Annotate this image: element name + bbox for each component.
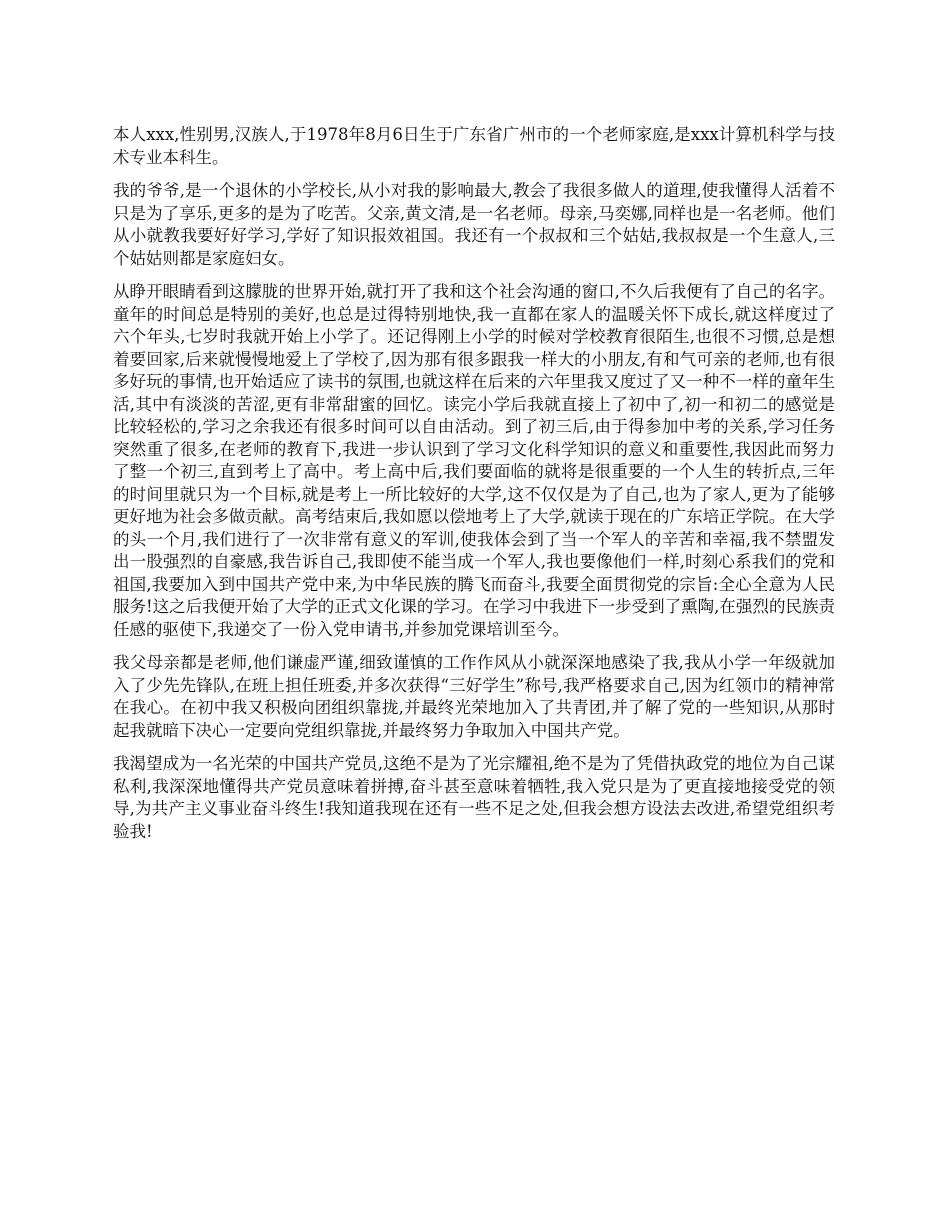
paragraph-growth-experience: 从睁开眼睛看到这朦胧的世界开始,就打开了我和这个社会沟通的窗口,不久后我便有了自己的名字。童年的时间总是特别的美好,也总是过得特别地快,我一直都在家人的温暖关怀下成长,就这样度过了六个年头,七岁时我就开始上小学了。还记得刚上小学的时候对学校教育很陌生,也很不习惯,总是想着要回家,后来就慢慢地爱上了学校了,因为那有很多跟我一样大的小朋友,有和气可亲的老师,也有很多好玩的事情,也开始适应了读书的氛围,也就这样在后来的六年里我又度过了又一种不一样的童年生活,其中有淡淡的苦涩,更有非常甜蜜的回忆。读完小学后我就直接上了初中了,初一和初二的感觉是比较轻松的,学习之余我还有很多时间可以自由活动。到了初三后,由于得参加中考的关系,学习任务突然重了很多,在老师的教育下,我进一步认识到了学习文化科学知识的意义和重要性,我因此而努力了整一个初三,直到考上了高中。考上高中后,我们要面临的就将是很重要的一个人生的转折点,三年的时间里就只为一个目标,就是考上一所比较好的大学,这不仅仅是为了自己,也为了家人,更为了能够更好地为社会多做贡献。高考结束后,我如愿以偿地考上了大学,就读于现在的广东培正学院。在大学的头一个月,我们进行了一次非常有意义的军训,使我体会到了当一个军人的辛苦和幸福,我不禁盟发出一股强烈的自豪感,我告诉自己,我即使不能当成一个军人,我也要像他们一样,时刻心系我们的党和祖国,我要加入到中国共产党中来,为中华民族的腾飞而奋斗,我要全面贯彻党的宗旨:全心全意为人民服务!这之后我便开始了大学的正式文化课的学习。在学习中我进下一步受到了熏陶,在强烈的民族责任感的驱使下,我递交了一份入党申请书,并参加党课培训至今。	[113, 282, 835, 639]
document-body	[113, 124, 835, 854]
paragraph-family: 我的爷爷,是一个退休的小学校长,从小对我的影响最大,教会了我很多做人的道理,使我懂得人活着不只是为了享乐,更多的是为了吃苦。父亲,黄文清,是一名老师。母亲,马奕娜,同样也是一名老师。他们从小就教我要好好学习,学好了知识报效祖国。我还有一个叔叔和三个姑姑,我叔叔是一个生意人,三个姑姑则都是家庭妇女。	[113, 181, 835, 268]
paragraph-personal-info: 本人xxx,性别男,汉族人,于1978年8月6日生于广东省广州市的一个老师家庭,是xxx计算机科学与技术专业本科生。	[113, 125, 835, 167]
paragraph-school-honors: 我父母亲都是老师,他们谦虚严谨,细致谨慎的工作作风从小就深深地感染了我,我从小学一年级就加入了少先先锋队,在班上担任班委,并多次获得“三好学生”称号,我严格要求自己,因为红领巾的精神常在我心。在初中我又积极向团组织靠拢,并最终光荣地加入了共青团,并了解了党的一些知识,从那时起我就暗下决心一定要向党组织靠拢,并最终努力争取加入中国共产党。	[113, 653, 835, 740]
paragraph-party-aspiration: 我渴望成为一名光荣的中国共产党员,这绝不是为了光宗耀祖,绝不是为了凭借执政党的地位为自己谋私利,我深深地懂得共产党员意味着拼搏,奋斗甚至意味着牺牲,我入党只是为了更直接地接受党的领导,为共产主义事业奋斗终生!我知道我现在还有一些不足之处,但我会想方设法去改进,希望党组织考验我!	[113, 754, 835, 841]
